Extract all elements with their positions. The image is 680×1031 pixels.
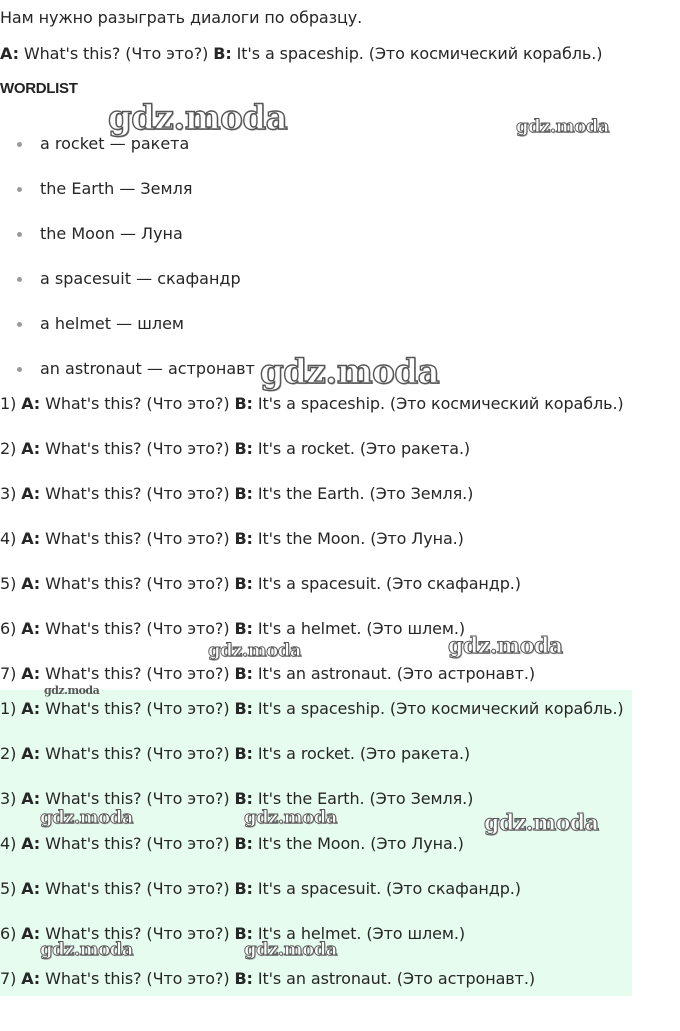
- question-text: What's this? (Что это?): [18, 44, 214, 63]
- dialogue-line: [0, 529, 464, 549]
- watermark: gdz.moda: [448, 633, 563, 659]
- speaker-a-label: A:: [21, 744, 41, 763]
- speaker-b-label: B:: [234, 699, 253, 718]
- speaker-b-label: B:: [234, 924, 253, 943]
- bullet-icon: [17, 232, 22, 237]
- speaker-b-label: B:: [234, 789, 253, 808]
- wordlist-item-text: the Moon — Луна: [40, 224, 183, 243]
- dialogue-number: 2): [0, 744, 22, 763]
- speaker-a-label: A:: [0, 44, 19, 63]
- speaker-b-label: B:: [234, 969, 253, 988]
- watermark: gdz.moda: [208, 640, 301, 661]
- wordlist-item-text: a rocket — ракета: [40, 134, 190, 153]
- speaker-b-label: B:: [234, 439, 253, 458]
- question-text: What's this? (Что это?): [40, 529, 235, 548]
- dialogue-number: 3): [0, 789, 22, 808]
- watermark: gdz.moda: [244, 807, 337, 828]
- bullet-icon: [17, 277, 22, 282]
- speaker-a-label: A:: [21, 484, 41, 503]
- answer-text: It's an astronaut. (Это астронавт.): [252, 664, 535, 683]
- wordlist-item-text: a helmet — шлем: [40, 314, 184, 333]
- answer-text: It's a spaceship. (Это космический корабль.): [252, 699, 624, 718]
- dialogue-number: 6): [0, 619, 22, 638]
- wordlist-item-text: a spacesuit — скафандр: [40, 269, 241, 288]
- dialogue-number: 4): [0, 529, 22, 548]
- dialogue-number: 1): [0, 394, 22, 413]
- watermark: gdz.moda: [40, 807, 133, 828]
- answer-line: [0, 969, 535, 989]
- speaker-b-label: B:: [234, 834, 253, 853]
- speaker-a-label: A:: [21, 834, 41, 853]
- dialogue-number: 5): [0, 574, 22, 593]
- speaker-b-label: B:: [234, 744, 253, 763]
- speaker-a-label: A:: [21, 969, 41, 988]
- speaker-a-label: A:: [21, 529, 41, 548]
- dialogue-number: 3): [0, 484, 22, 503]
- dialogue-line: [0, 664, 535, 684]
- question-text: What's this? (Что это?): [40, 574, 235, 593]
- speaker-a-label: A:: [21, 699, 41, 718]
- question-text: What's this? (Что это?): [40, 394, 235, 413]
- speaker-b-label: B:: [234, 529, 253, 548]
- speaker-b-label: B:: [234, 574, 253, 593]
- answer-line: [0, 879, 521, 899]
- answer-text: It's the Earth. (Это Земля.): [252, 484, 474, 503]
- watermark: gdz.moda: [44, 684, 100, 697]
- answer-line: [0, 789, 473, 809]
- answer-text: It's the Moon. (Это Луна.): [252, 834, 464, 853]
- speaker-b-label: B:: [213, 44, 232, 63]
- speaker-a-label: A:: [21, 574, 41, 593]
- speaker-a-label: A:: [21, 924, 41, 943]
- dialogue-number: 2): [0, 439, 22, 458]
- answer-text: It's a spaceship. (Это космический корабль.): [231, 44, 603, 63]
- answer-line: [0, 744, 470, 764]
- wordlist-item-text: an astronaut — астронавт: [40, 359, 255, 378]
- bullet-icon: [17, 142, 22, 147]
- watermark: gdz.moda: [516, 116, 609, 137]
- dialogue-line: [0, 484, 473, 504]
- speaker-b-label: B:: [234, 664, 253, 683]
- speaker-a-label: A:: [21, 394, 41, 413]
- dialogue-line: [0, 439, 470, 459]
- watermark: gdz.moda: [260, 352, 440, 392]
- question-text: What's this? (Что это?): [40, 969, 235, 988]
- question-text: What's this? (Что это?): [40, 834, 235, 853]
- watermark: gdz.moda: [244, 939, 337, 960]
- watermark: gdz.moda: [108, 98, 288, 138]
- dialogue-number: 7): [0, 664, 22, 683]
- speaker-a-label: A:: [21, 789, 41, 808]
- dialogue-line: [0, 619, 465, 639]
- question-text: What's this? (Что это?): [40, 664, 235, 683]
- answer-text: It's a rocket. (Это ракета.): [252, 439, 471, 458]
- answer-text: It's a helmet. (Это шлем.): [252, 924, 465, 943]
- speaker-b-label: B:: [234, 484, 253, 503]
- dialogue-number: 1): [0, 699, 22, 718]
- dialogue-line: [0, 574, 521, 594]
- watermark: gdz.moda: [40, 939, 133, 960]
- speaker-a-label: A:: [21, 664, 41, 683]
- answer-text: It's a helmet. (Это шлем.): [252, 619, 465, 638]
- answer-line: [0, 834, 464, 854]
- speaker-b-label: B:: [234, 619, 253, 638]
- answer-text: It's the Moon. (Это Луна.): [252, 529, 464, 548]
- dialogue-line: [0, 394, 624, 414]
- speaker-b-label: B:: [234, 394, 253, 413]
- dialogue-number: 7): [0, 969, 22, 988]
- answer-text: It's a spaceship. (Это космический корабль.): [252, 394, 624, 413]
- example-line: [0, 44, 602, 64]
- bullet-icon: [17, 187, 22, 192]
- answer-text: It's a rocket. (Это ракета.): [252, 744, 471, 763]
- dialogue-number: 5): [0, 879, 22, 898]
- question-text: What's this? (Что это?): [40, 879, 235, 898]
- question-text: What's this? (Что это?): [40, 924, 235, 943]
- intro-text: Нам нужно разыграть диалоги по образцу.: [0, 8, 363, 27]
- bullet-icon: [17, 367, 22, 372]
- wordlist-item-text: the Earth — Земля: [40, 179, 193, 198]
- question-text: What's this? (Что это?): [40, 699, 235, 718]
- dialogue-number: 6): [0, 924, 22, 943]
- question-text: What's this? (Что это?): [40, 439, 235, 458]
- question-text: What's this? (Что это?): [40, 619, 235, 638]
- answer-line: [0, 699, 624, 719]
- bullet-icon: [17, 322, 22, 327]
- speaker-a-label: A:: [21, 619, 41, 638]
- answer-text: It's a spacesuit. (Это скафандр.): [252, 879, 521, 898]
- question-text: What's this? (Что это?): [40, 484, 235, 503]
- speaker-b-label: B:: [234, 879, 253, 898]
- question-text: What's this? (Что это?): [40, 744, 235, 763]
- speaker-a-label: A:: [21, 879, 41, 898]
- answer-text: It's the Earth. (Это Земля.): [252, 789, 474, 808]
- answer-text: It's an astronaut. (Это астронавт.): [252, 969, 535, 988]
- answer-text: It's a spacesuit. (Это скафандр.): [252, 574, 521, 593]
- dialogue-number: 4): [0, 834, 22, 853]
- question-text: What's this? (Что это?): [40, 789, 235, 808]
- wordlist-heading: WORDLIST: [0, 80, 78, 97]
- watermark: gdz.moda: [484, 810, 599, 836]
- speaker-a-label: A:: [21, 439, 41, 458]
